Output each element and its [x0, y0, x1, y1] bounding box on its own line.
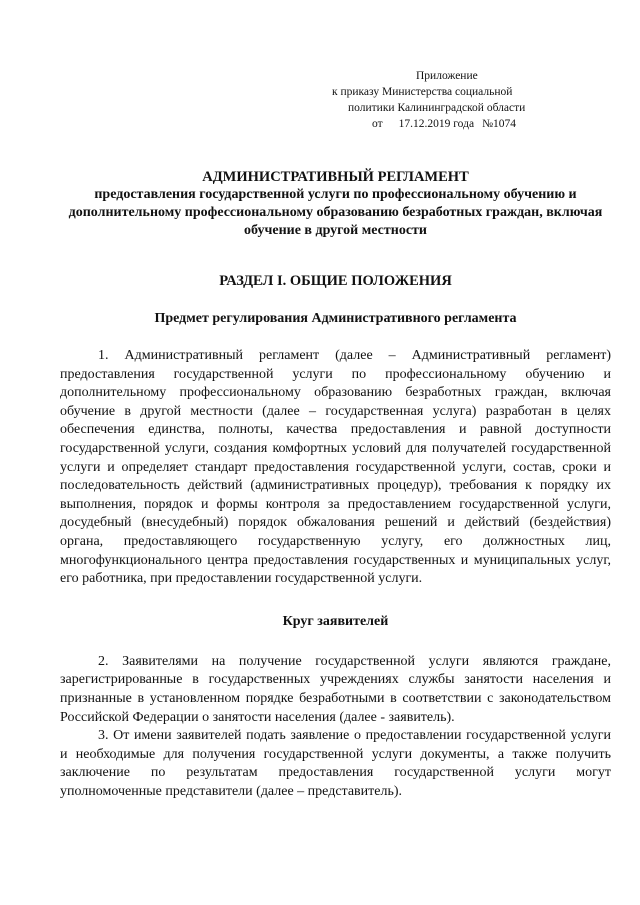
attachment-number: №1074: [482, 118, 517, 130]
document-subtitle: предоставления государственной услуги по профессиональному обучению и дополнительному профессиональному образованию безработных граждан, включая обучение в другой местности: [68, 187, 603, 238]
attachment-order-line: к приказу Министерства социальной: [332, 86, 513, 98]
attachment-title: Приложение: [416, 70, 478, 82]
paragraph-1: 1. Административный регламент (далее – Административный регламент) предоставления государственной услуги по профессиональному обучению и дополнительному профессиональному образованию безработных граждан, включая обучение в другой местности (далее – государственная услуга) разработан в целях обеспечения единства, полноты, качества предоставления и равной доступности государственной услуги, создания комфортных условий для получателей государственной услуги и определяет стандарт предоставления государственной услуги, состав, сроки и последовательность действий (административных процедур), требования к порядку их выполнения, порядок и формы контроля за предоставлением государственной услуги, досудебный (внесудебный) порядок обжалования решений и действий (бездействия) органа, предоставляющего государственную услугу, его должностных лиц, многофункционального центра предоставления государственных и муниципальных услуг, его работника, при предоставлении государственной услуги.: [60, 348, 611, 587]
attachment-date-line: [332, 116, 592, 132]
attachment-date: 17.12.2019 года: [398, 118, 475, 130]
subsection-title-subject: Предмет регулирования Административного регламента: [154, 311, 517, 326]
paragraph-2: 2. Заявителями на получение государственной услуги являются граждане, зарегистрированные в государственных учреждениях службы занятости населения и признанные в установленном порядке безработными в соответствии с законодательством Российской Федерации о занятости населения (далее - заявитель).: [60, 653, 611, 725]
subsection-title-applicants: Круг заявителей: [282, 613, 389, 629]
attachment-ministry-line: политики Калининградской области: [348, 102, 526, 114]
document-title: АДМИНИСТРАТИВНЫЙ РЕГЛАМЕНТ: [202, 169, 469, 185]
document-body: [60, 168, 611, 801]
attachment-date-prefix: от: [372, 118, 383, 130]
section-title: РАЗДЕЛ I. ОБЩИЕ ПОЛОЖЕНИЯ: [219, 273, 452, 289]
attachment-block: [332, 68, 592, 132]
paragraph-3: 3. От имени заявителей подать заявление о предоставлении государственной услуги и необходимые для получения государственной услуги документы, а также получить заключение по результатам предоставления государственной услуги могут уполномоченные представители (далее – представитель).: [60, 728, 611, 799]
